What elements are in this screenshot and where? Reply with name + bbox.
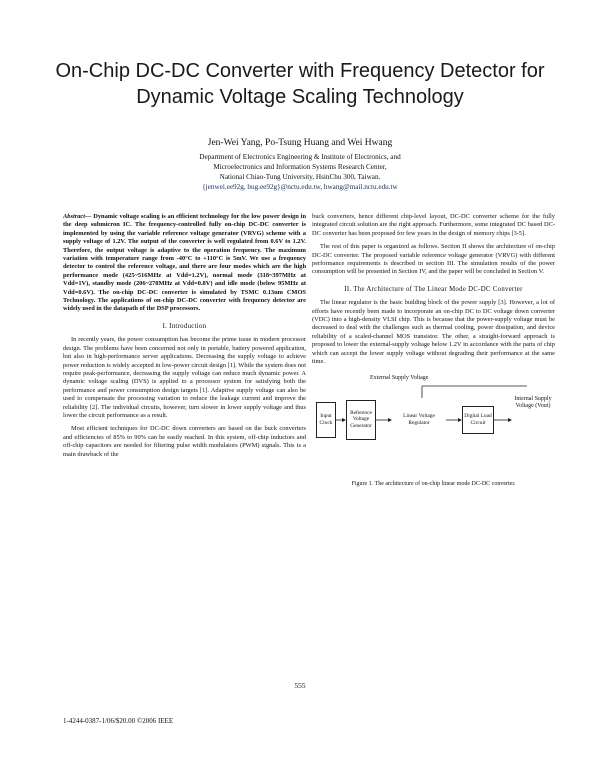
right-paragraph-2: The rest of this paper is organized as follows. Section II shows the architecture of on-chip DC-DC converter. The proposed variable reference voltage generator (VRVG) with different performance requirements is described in section III. The simulation results of the power consumption will be presented in Section IV, and the paper will be concluded in Section V.: [312, 243, 555, 276]
abstract-text: — Dynamic voltage scaling is an efficient technology for the low power design in the deep submicron IC. The frequency-controlled fully on-chip DC-DC converter is implemented by using the variable reference voltage generator (VRVG) scheme with a supply voltage of 1.2V. The output of the converter is well regulated from 0.6V to 1.2V. Therefore, the output voltage is adaptive to the operation frequency. The maximum variation with temperature range from -40°C to +110°C is 5mV. We use a frequency detector to control the reference voltage, and there are four modes which are the high performance mode (425~516MHz at Vdd=1.2V), normal mode (318~397MHz at Vdd=1V), standby mode (206~278MHz at Vdd=0.8V) and idle mode (below 95MHz at Vdd=0.6V). The on-chip DC-DC converter is simulated by TSMC 0.13um CMOS Technology. The applications of on-chip DC-DC converter with frequency detector are widely used in the datapath of the DSP processors.: [63, 213, 306, 313]
abstract-lead: Abstract: [63, 213, 86, 220]
figure-1: [312, 372, 555, 490]
affiliation-line-2: Microelectronics and Information Systems Research Center,: [213, 163, 387, 171]
output-label: Internal Supply Voltage (Vout): [514, 395, 552, 409]
figure-1-caption: Figure 1. The architecture of on-chip linear mode DC-DC converter.: [351, 480, 516, 487]
page-number: 555: [294, 681, 306, 690]
right-column: [312, 213, 555, 490]
architecture-paragraph-1: The linear regulator is the basic building block of the power supply [3]. However, a lot of efforts have recently been made to incorporate an on-chip DC to DC voltage down converter (VDC) into a high-density VLSI chip. This is because that the power-supply voltage must be decreased to deal with the challenges such as thermal cooling, power dissipation, and device reliability of a scaled-channel MOS transistor. The other, a straight-forward approach is proposed to lower the external-supply voltage below 1.2V in accordance with the parts of chip which can accept the lower supply voltage without degrading their performance at the same time.: [312, 299, 555, 366]
affiliation-line-1: Department of Electronics Engineering & Institute of Electronics, and: [199, 153, 401, 161]
left-column: [63, 213, 306, 464]
arrowhead-to-output: [508, 418, 512, 422]
author-emails[interactable]: {jenwei.ee92g, bug.ee92g}@nctu.edu.tw, hwang@mail.nctu.edu.tw: [202, 183, 398, 191]
affiliation-line-3: National Chiao-Tung University, HsinChu 300, Taiwan.: [219, 173, 381, 181]
affiliation: [120, 152, 480, 192]
paper-title: On-Chip DC-DC Converter with Frequency Detector for Dynamic Voltage Scaling Technology: [55, 60, 545, 108]
external-supply-label: External Supply Voltage: [370, 374, 429, 381]
vrvg-block: Reference Voltage Generator: [346, 400, 376, 440]
right-paragraph-1: buck converters, hence different chip-level layout, DC-DC converter scheme for the fully integrated circuit solution are the right approach. Furthermore, some integrated DC based DC-DC converter has been proposed for few years in the design of memory chips [3-5].: [312, 213, 555, 237]
regulator-block: Linear Voltage Regulator: [392, 398, 446, 442]
load-block: Digital Load Circuit: [462, 406, 494, 434]
authors: Jen-Wei Yang, Po-Tsung Huang and Wei Hwang: [207, 138, 393, 148]
intro-paragraph-1: In recently years, the power consumption has become the prime issue in modern processor design. The problems have been concerned not only in portable, battery powered application, but also in high-performance server applications. Decreasing the supply voltage to achieve power reduction is widely accepted in low-power circuit design [1]. While the system does not require peak-performance, decreasing the supply voltage can reduce much dynamic power. A dynamic voltage scaling (DVS) is applied to a processor system for satisfying both the performance and power consumption design targets [1]. Adaptive supply voltage can also be used to compensate the processing variation to reduce the leakage current and improve the reliability [2]. The individual circuits, however, turn slower in lower supply voltage and thus lower the circuit performance as a result.: [63, 336, 306, 419]
footer-copyright: 1-4244-0387-1/06/$20.00 ©2006 IEEE: [63, 717, 174, 725]
intro-heading: I. Introduction: [162, 322, 207, 330]
input-clock-block: Input Clock: [316, 402, 336, 438]
intro-paragraph-2: Most efficient techniques for DC-DC down converters are based on the buck converters and efficiencies of 85% to 90% can be easily reached. In this system, off-chip inductors and off-chip capacitors are needed for filtering pulse width modulators (PWM) signals. This is a main drawback of the: [63, 425, 306, 458]
architecture-heading: II. The Architecture of The Linear Mode DC-DC Converter: [344, 285, 523, 293]
abstract: [63, 213, 306, 314]
